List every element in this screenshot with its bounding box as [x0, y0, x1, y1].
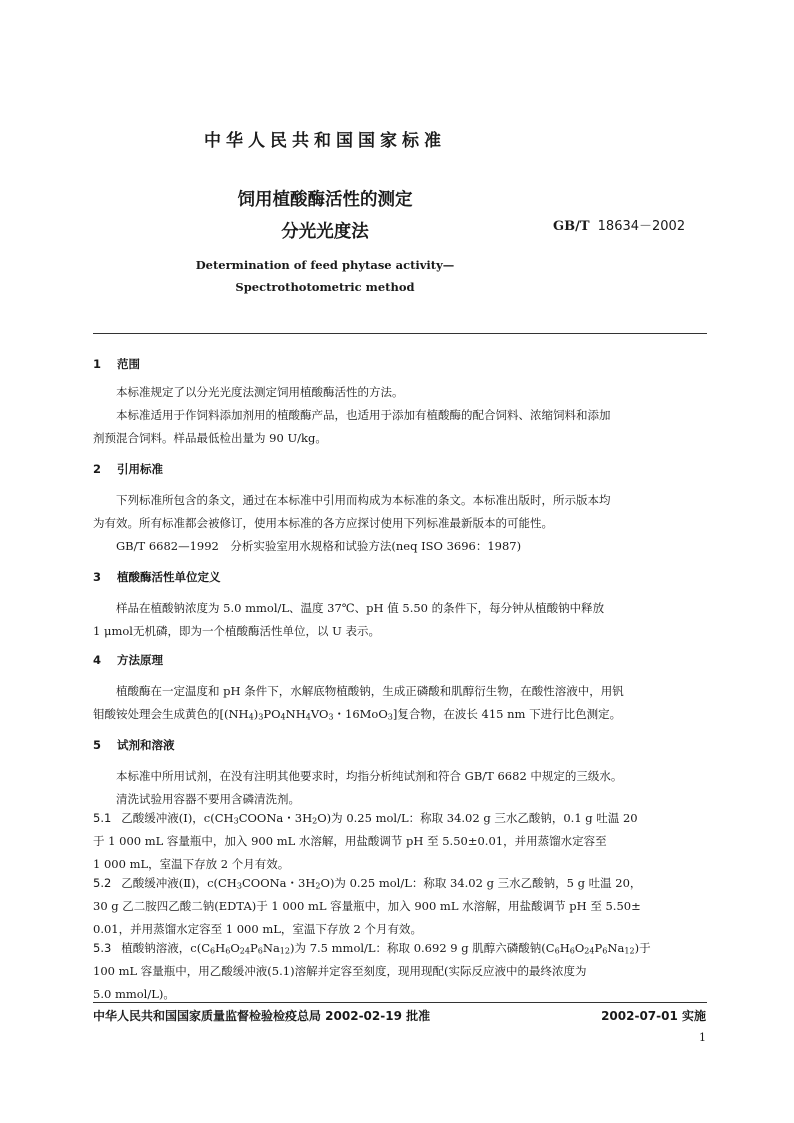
clause-5-2-line-1: 5.2 乙酸缓冲液(Ⅱ)，$c(CH_3COONa$・$3H_2O$)为 0.25 mol/L：称取 34.02 g 三水乙酸钠，5 g 吐温 20， [93, 876, 642, 891]
section-4-para-1a: 植酸酶在一定温度和 pH 条件下，水解底物植酸钠，生成正磷酸和肌醇衍生物，在酸性溶液中，用钒 [116, 684, 624, 698]
section-number: 3 [93, 570, 102, 584]
section-title: 试剂和溶液 [117, 738, 175, 752]
section-title: 引用标准 [117, 462, 164, 476]
approval-statement: 中华人民共和国国家质量监督检验检疫总局 2002-02-19 批准 [93, 1009, 431, 1023]
code-prefix: GB/T [553, 219, 590, 234]
section-1-para-2a: 本标准适用于作饲料添加剂用的植酸酶产品，也适用于添加有植酸酶的配合饲料、浓缩饲料和添加 [116, 408, 611, 422]
section-1-para-2b: 剂预混合饲料。样品最低检出量为 90 U/kg。 [93, 431, 327, 445]
section-title: 范围 [117, 357, 141, 371]
standard-title: 中华人民共和国国家标准 [204, 131, 446, 151]
section-number: 4 [93, 653, 102, 667]
section-4-heading [93, 652, 163, 668]
clause-5-1-line-3: 1 000 mL，室温下存放 2 个月有效。 [93, 857, 290, 871]
clause-number: 5.3 [93, 941, 112, 955]
section-5-para-1: 本标准中所用试剂，在没有注明其他要求时，均指分析纯试剂和符合 GB/T 6682 中规定的三级水。 [116, 769, 623, 783]
section-3-heading [93, 569, 221, 585]
code-number: 18634－2002 [597, 219, 686, 234]
clause-number: 5.2 [93, 876, 112, 890]
clause-5-1-line-1: 5.1 乙酸缓冲液(Ⅰ)，$c(CH_3COONa$・$3H_2O$)为 0.25 mol/L：称取 34.02 g 三水乙酸钠，0.1 g 吐温 20 [93, 811, 638, 826]
section-number: 1 [93, 357, 102, 371]
section-4-para-1b: 钼酸铵处理会生成黄色的[$(NH_4)_3PO_4NH_4VO_3$・16MoO$_3$]复合物，在波长 415 nm 下进行比色测定。 [93, 707, 622, 722]
footer-rule [93, 1002, 707, 1003]
section-2-para-1a: 下列标准所包含的条文，通过在本标准中引用而构成为本标准的条文。本标准出版时，所示版本均 [116, 493, 611, 507]
section-2-para-1b: 为有效。所有标准都会被修订，使用本标准的各方应探讨使用下列标准最新版本的可能性。 [93, 516, 553, 530]
section-title: 方法原理 [117, 653, 164, 667]
english-title-line1: Determination of feed phytase activity— [195, 258, 455, 272]
section-number: 2 [93, 462, 102, 476]
clause-5-2-line-2: 30 g 乙二胺四乙酸二钠(EDTA)于 1 000 mL 容量瓶中，加入 900 mL 水溶解，用盐酸调节 pH 至 5.50± [93, 899, 641, 913]
page-number: 1 [699, 1031, 706, 1044]
section-3-para-1b: 1 μmol无机磷，即为一个植酸酶活性单位，以 U 表示。 [93, 624, 380, 638]
section-2-heading [93, 461, 163, 477]
section-1-para-1: 本标准规定了以分光光度法测定饲用植酸酶活性的方法。 [116, 385, 404, 399]
section-1-heading [93, 356, 140, 372]
clause-5-3-line-1: 5.3 植酸钠溶液，$c(C_6H_6O_{24}P_6Na_{12})$为 7.5 mmol/L：称取 0.692 9 g 肌醇六磷酸钠$(C_6H_6O_{24}P_6Na_{12})$于 [93, 941, 651, 956]
english-title-line2: Spectrothotometric method [235, 280, 415, 294]
implementation-date: 2002-07-01 实施 [601, 1009, 706, 1023]
section-5-para-2: 清洗试验用容器不要用含磷清洗剂。 [116, 792, 300, 806]
header-rule [93, 333, 707, 334]
clause-5-3-line-2: 100 mL 容量瓶中，用乙酸缓冲液(5.1)溶解并定容至刻度，现用现配(实际反应液中的最终浓度为 [93, 964, 587, 978]
section-3-para-1a: 样品在植酸钠浓度为 5.0 mmol/L、温度 37℃、pH 值 5.50 的条件下，每分钟从植酸钠中释放 [116, 601, 605, 615]
section-title: 植酸酶活性单位定义 [117, 570, 221, 584]
section-5-heading [93, 737, 175, 753]
standard-code [553, 215, 685, 234]
document-title-line1: 饲用植酸酶活性的测定 [237, 190, 413, 210]
clause-5-2-line-3: 0.01，并用蒸馏水定容至 1 000 mL，室温下存放 2 个月有效。 [93, 922, 423, 936]
section-number: 5 [93, 738, 102, 752]
section-2-reference: GB/T 6682—1992 分析实验室用水规格和试验方法(neq ISO 3696：1987) [116, 539, 522, 553]
clause-number: 5.1 [93, 811, 112, 825]
clause-5-1-line-2: 于 1 000 mL 容量瓶中，加入 900 mL 水溶解，用盐酸调节 pH 至 5.50±0.01，并用蒸馏水定容至 [93, 834, 607, 848]
clause-5-3-line-3: 5.0 mmol/L)。 [93, 987, 175, 1001]
document-title-line2: 分光光度法 [281, 222, 369, 242]
